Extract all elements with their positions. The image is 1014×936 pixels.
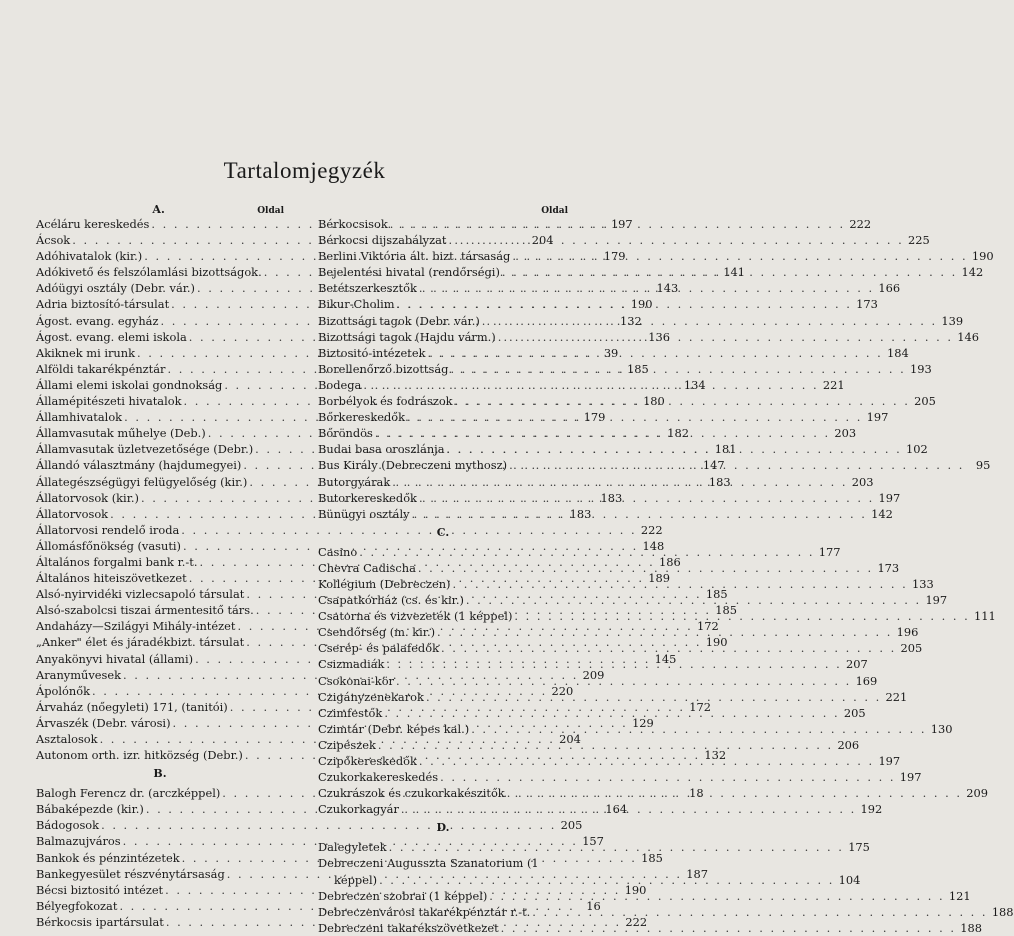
- section-letter: B.: [153, 767, 167, 781]
- entry-label: Andaházy—Szilágyi Mihály-intézet: [36, 619, 236, 634]
- leader-dots: [487, 888, 946, 904]
- entry-page-number: 175: [848, 840, 870, 855]
- entry-page-number: 186: [659, 554, 681, 569]
- entry-label: Ápolónők: [36, 683, 90, 698]
- entry-label: Anyakönyvi hivatal (állami): [36, 651, 194, 666]
- entry-page-number: 220: [551, 683, 574, 698]
- entry-label: Adóügyi osztály (Debr. vár.): [36, 281, 195, 296]
- entry-page-number: 185: [715, 603, 738, 618]
- leader-dots: [453, 393, 912, 409]
- leader-dots: [417, 280, 876, 296]
- page-column-header: Oldal: [257, 206, 284, 216]
- entry-page-number: 205: [914, 394, 936, 409]
- entry-page-number: 177: [818, 544, 841, 559]
- entry-label: Debreczeni takarékszövetkezet: [318, 920, 499, 935]
- entry-page-number: 190: [630, 297, 653, 312]
- entry-page-number: 184: [887, 345, 909, 360]
- leader-dots: [395, 296, 854, 312]
- entry-label: Biztositó-intézetek: [318, 345, 426, 360]
- leader-dots: [399, 801, 858, 817]
- entry-label: Borbélyok és fodrászok: [318, 394, 453, 409]
- entry-page-number: 193: [909, 361, 932, 376]
- leader-dots: [384, 656, 843, 672]
- entry-label: Kollégium (Debreczen): [318, 576, 451, 591]
- entry-label: Állandó választmány (hajdumegyei): [36, 458, 242, 473]
- entry-label: Adóhivatalok (kir.): [36, 249, 143, 264]
- entry-label: Államvasutak műhelye (Deb.): [36, 426, 206, 441]
- entry-label: képpel): [334, 872, 378, 887]
- entry-page-number: 185: [641, 850, 663, 865]
- leader-dots: [469, 721, 928, 737]
- entry-label: Bádogosok: [36, 818, 100, 833]
- entry-label: Bankok és pénzintézetek: [36, 850, 180, 865]
- leader-dots: [417, 490, 876, 506]
- entry-label: Alföldi takarékpénztár: [36, 361, 166, 376]
- entry-label: Czimtár (Debr. képes kal.): [318, 721, 470, 736]
- entry-page-number: 180: [643, 394, 665, 409]
- entry-page-number: 197: [866, 410, 889, 425]
- leader-dots: [530, 904, 989, 920]
- entry-page-number: 203: [834, 426, 857, 441]
- leader-dots: [510, 248, 969, 264]
- entry-page-number: 133: [912, 576, 934, 591]
- entry-page-number: 197: [878, 490, 901, 505]
- entry-label: Czukorkakereskedés: [318, 770, 439, 785]
- entry-page-number: 147: [702, 458, 725, 473]
- entry-label: Állategészségügyi felügyelőség (kir.): [36, 474, 248, 489]
- entry-page-number: 164: [605, 802, 628, 817]
- page-title: Tartalomjegyzék: [223, 158, 386, 183]
- entry-page-number: 173: [877, 560, 900, 575]
- leader-dots: [405, 409, 864, 425]
- entry-page-number: 197: [925, 593, 948, 608]
- leader-dots: [357, 544, 816, 560]
- entry-label: Bérkocsisok: [318, 217, 388, 231]
- entry-label: Bejelentési hivatal (rendőrségi): [318, 265, 500, 280]
- leader-dots: [394, 673, 853, 689]
- entry-page-number: 183: [600, 490, 623, 505]
- entry-page-number: 222: [640, 522, 663, 537]
- entry-label: Debreczenvárosi takarékpénztár r.-t.: [318, 904, 531, 919]
- entry-label: Bábaképezde (kir.): [36, 802, 144, 817]
- index-entry: [318, 232, 930, 248]
- entry-label: Butorgyárak: [318, 474, 391, 489]
- leader-dots: [500, 264, 959, 280]
- entry-page-number: 204: [531, 233, 554, 248]
- entry-page-number: 188: [960, 920, 982, 935]
- leader-dots: [410, 506, 869, 522]
- entry-page-number: 166: [878, 281, 901, 296]
- entry-label: Czipészek: [318, 737, 376, 752]
- leader-dots: [439, 640, 898, 656]
- entry-label: Csendőrség (m. kir.): [318, 625, 436, 640]
- entry-label: Cserép- és palafedők: [318, 641, 439, 656]
- entry-label: Állatorvosok: [36, 506, 109, 521]
- entry-page-number: 173: [856, 297, 878, 312]
- entry-label: Butorkereskedők: [318, 490, 417, 505]
- leader-dots: [376, 737, 835, 753]
- leader-dots: [387, 839, 846, 855]
- entry-label: Bélyegfokozat: [36, 898, 118, 913]
- entry-page-number: 148: [642, 538, 665, 553]
- entry-page-number: 204: [559, 732, 581, 746]
- entry-page-number: 130: [930, 721, 953, 736]
- entry-label: Betétszerkesztők: [318, 281, 417, 296]
- entry-label: Ácsok: [36, 233, 71, 248]
- entry-page-number: 95: [975, 458, 991, 473]
- entry-label: Bus Király (Debreczeni mythosz): [318, 458, 508, 473]
- entry-label: Államvasutak üzletvezetősége (Debr.): [36, 442, 254, 457]
- entry-page-number: 190: [705, 635, 728, 650]
- leader-dots: [512, 608, 971, 624]
- entry-page-number: 139: [941, 313, 964, 328]
- entry-page-number: 222: [625, 914, 648, 929]
- entry-page-number: 132: [704, 748, 727, 763]
- entry-page-number: 39: [603, 345, 619, 360]
- entry-page-number: 209: [966, 786, 989, 801]
- entry-page-number: 142: [961, 265, 984, 280]
- entry-label: Budai basa oroszlánja: [318, 442, 445, 457]
- leader-dots: [446, 232, 905, 248]
- entry-page-number: 181: [714, 442, 737, 457]
- entry-page-number: 207: [845, 657, 868, 672]
- entry-page-number: 205: [560, 818, 583, 833]
- entry-label: Ágost. evang. elemi iskola: [36, 329, 187, 344]
- entry-label: Alsó-szabolcsi tiszai ármentesitő társ.: [36, 603, 254, 618]
- entry-page-number: 197: [878, 754, 901, 768]
- leader-dots: [450, 576, 909, 592]
- entry-label: Általános forgalmi bank r.-t.: [36, 554, 198, 569]
- entry-label: Alsó-nyirvidéki vizlecsapoló társulat: [36, 587, 245, 602]
- entry-page-number: 221: [822, 377, 845, 392]
- entry-label: Általános hiteiszövetkezet: [36, 571, 187, 586]
- entry-page-number: 141: [723, 265, 745, 280]
- entry-page-number: 179: [583, 410, 606, 425]
- index-entry: [318, 769, 922, 785]
- leader-dots: [480, 313, 939, 329]
- entry-page-number: 183: [569, 506, 592, 521]
- entry-label: Árvaház (nőegyleti) 171, (tanitói): [36, 699, 228, 714]
- entry-page-number: 190: [971, 249, 994, 264]
- entry-label: Államépitészeti hivatalok: [36, 394, 182, 409]
- entry-label: Adria biztosító-társulat: [36, 297, 170, 312]
- leader-dots: [390, 474, 849, 490]
- entry-page-number: 111: [973, 609, 996, 624]
- entry-page-number: 172: [697, 619, 719, 634]
- leader-dots: [496, 329, 955, 345]
- leader-dots: [445, 441, 904, 457]
- entry-label: Állami elemi iskolai gondnokság: [36, 377, 223, 392]
- entry-label: Chevra Cadischa: [318, 560, 416, 575]
- entry-label: Állatorvosi rendelő iroda: [36, 522, 180, 537]
- entry-page-number: 185: [705, 587, 728, 602]
- entry-page-number: 143: [656, 281, 679, 296]
- entry-label: Adókivető és felszólamlási bizottságok.: [36, 265, 262, 280]
- entry-page-number: 196: [896, 625, 919, 640]
- entry-label: Bodega: [318, 377, 362, 392]
- entry-label: Ágost. evang. egyház: [36, 313, 159, 328]
- entry-page-number: 146: [957, 329, 980, 344]
- entry-page-number: 188: [991, 904, 1014, 919]
- right-column-header: [318, 200, 568, 216]
- entry-label: Czukrászok és czukorkakészitők: [318, 786, 505, 801]
- entry-label: Bőrkereskedők: [318, 410, 406, 425]
- entry-label: Bankegyesület részvénytársaság: [36, 866, 225, 881]
- leader-dots: [417, 753, 876, 769]
- entry-label: Bérkocsis ipartársulat: [36, 914, 164, 929]
- entry-label: Bizottsági tagok (Hajdu várm.): [318, 329, 496, 344]
- entry-label: Bikur-Cholim: [318, 297, 395, 312]
- entry-label: Debreczeni Augusszta Szanatorium (1: [318, 856, 539, 871]
- entry-page-number: 102: [906, 442, 928, 457]
- section-letter: D.: [436, 821, 450, 835]
- entry-page-number: 104: [838, 872, 861, 887]
- entry-label: Bünügyi osztály: [318, 506, 410, 521]
- entry-page-number: 189: [648, 571, 670, 586]
- entry-label: Asztalosok: [36, 732, 98, 746]
- entry-page-number: 16: [586, 898, 601, 913]
- index-entry: [36, 522, 663, 538]
- leader-dots: [382, 705, 841, 721]
- entry-label: Casino: [318, 544, 358, 559]
- entry-page-number: 221: [885, 689, 908, 704]
- leader-dots: [448, 361, 907, 377]
- entry-page-number: 129: [632, 715, 654, 730]
- entry-label: Czukorkagyár: [318, 802, 399, 817]
- entry-label: „Anker" élet és járadékbizt. társulat: [36, 635, 245, 650]
- entry-page-number: 18: [689, 786, 704, 801]
- section-letter: C.: [436, 525, 450, 539]
- entry-page-number: 205: [843, 705, 866, 720]
- entry-label: Csizmadiák: [318, 657, 385, 672]
- entry-page-number: 190: [624, 882, 647, 897]
- entry-label: Balogh Ferencz dr. (arczképpel): [36, 786, 221, 801]
- entry-label: Balmazujváros: [36, 834, 121, 849]
- entry-page-number: 169: [855, 673, 878, 688]
- entry-label: Czigányzenekarok: [318, 689, 424, 704]
- entry-page-number: 134: [683, 377, 706, 392]
- entry-label: Debreczen szobrai (1 képpel): [318, 888, 488, 903]
- entry-label: Államhivatalok: [36, 410, 123, 425]
- leader-dots: [416, 560, 875, 576]
- leader-dots: [499, 920, 958, 936]
- leader-dots: [373, 425, 832, 441]
- entry-page-number: 209: [582, 667, 605, 682]
- entry-page-number: 222: [849, 217, 872, 231]
- entry-page-number: 185: [627, 361, 649, 376]
- leader-dots: [464, 592, 923, 608]
- leader-dots: [507, 457, 966, 473]
- entry-page-number: 142: [871, 506, 893, 521]
- entry-label: Acéláru kereskedés: [36, 217, 150, 231]
- leader-dots: [424, 689, 883, 705]
- entry-label: Bizottsági tagok (Debr. vár.): [318, 313, 480, 328]
- entry-page-number: 121: [948, 888, 971, 903]
- entry-label: Bőröndös: [318, 426, 373, 441]
- page-column-header: Oldal: [541, 206, 568, 216]
- entry-label: Csatorna és vizvezeték (1 képpel): [318, 609, 513, 624]
- leader-dots: [361, 377, 820, 393]
- entry-page-number: 172: [689, 699, 712, 714]
- entry-label: Árvaszék (Debr. városi): [36, 715, 171, 730]
- entry-label: Dalegyletek: [318, 840, 387, 855]
- entry-page-number: 157: [582, 834, 604, 849]
- entry-page-number: 197: [899, 770, 922, 785]
- index-entry: [36, 817, 583, 833]
- entry-page-number: 132: [620, 313, 642, 328]
- entry-label: Aranyművesek: [36, 667, 122, 682]
- entry-label: Állatorvosok (kir.): [36, 490, 139, 505]
- left-column-header: [36, 200, 284, 216]
- entry-page-number: 206: [837, 737, 860, 752]
- leader-dots: [388, 216, 847, 232]
- entry-page-number: 183: [708, 474, 731, 489]
- entry-label: Akiknek mi irunk: [36, 345, 136, 360]
- entry-page-number: 182: [667, 426, 690, 441]
- entry-label: Berlini Viktória ált. bizt. társaság: [318, 249, 511, 264]
- entry-label: Csokonai-kör: [318, 673, 395, 688]
- section-letter-a: A.: [152, 203, 165, 216]
- entry-label: Autonom orth. izr. hitközség (Debr.): [36, 748, 243, 763]
- entry-page-number: 205: [900, 641, 923, 656]
- entry-page-number: 197: [610, 217, 633, 231]
- entry-label: Csapatkórház (cs. és kir.): [318, 593, 464, 608]
- entry-page-number: 203: [851, 474, 874, 489]
- entry-label: Borellenőrző bizottság: [318, 361, 449, 376]
- entry-page-number: 192: [860, 802, 883, 817]
- entry-page-number: 187: [686, 866, 709, 881]
- leader-dots: [377, 872, 836, 888]
- entry-label: Czipőkereskedők: [318, 754, 417, 768]
- entry-label: Állomásfőnökség (vasuti): [36, 538, 181, 553]
- entry-label: Bérkocsi dijszabályzat: [318, 233, 447, 248]
- leader-dots: [438, 769, 897, 785]
- entry-label: Czimfestők: [318, 705, 383, 720]
- leader-dots: [425, 345, 884, 361]
- entry-page-number: 225: [908, 233, 930, 248]
- entry-page-number: 179: [603, 249, 626, 264]
- entry-page-number: 145: [654, 651, 677, 666]
- index-entry: [318, 855, 568, 871]
- leader-dots: [505, 785, 964, 801]
- leader-dots: [435, 624, 894, 640]
- entry-page-number: 136: [648, 329, 671, 344]
- entry-label: Bécsi biztositó intézet: [36, 882, 164, 897]
